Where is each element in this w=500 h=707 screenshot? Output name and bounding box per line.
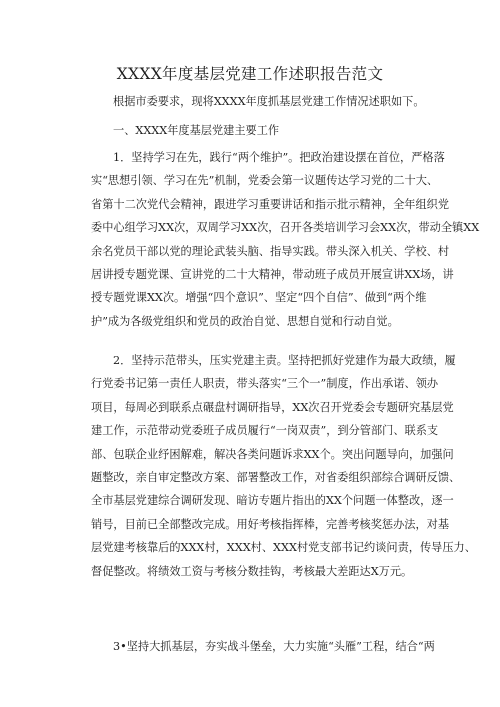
paragraph-line: 部、包联企业纾困解难，解决各类问题诉求XX个。突出问题导向，加强问 <box>91 447 454 461</box>
paragraph-3 <box>91 635 435 658</box>
paragraph-line: 1．坚持学习在先，践行“两个维护”。把政治建设摆在首位，严格落 <box>113 151 445 164</box>
paragraph-line: 护”成为各级党组织和党员的政治自觉、思想自觉和行动自觉。 <box>91 314 399 328</box>
intro-paragraph <box>91 90 425 113</box>
section-heading-text: 一、XXXX年度基层党建主要工作 <box>113 124 280 137</box>
paragraph-line: 题整改，亲自审定整改方案、部署整改工作，对省委组织部综合调研反馈、 <box>91 470 461 484</box>
paragraph-line: 居讲授专题党课、宣讲党的二十大精神，带动班子成员开展宣讲XX场，讲 <box>91 267 454 281</box>
paragraph-2 <box>91 349 476 583</box>
paragraph-line: 销号，目前已全部整改完成。用好考核指挥棒，完善考核奖惩办法，对基 <box>91 517 450 531</box>
paragraph-line: 建工作，示范带动党委班子成员履行“一岗双责”，到分管部门、联系支 <box>91 424 439 438</box>
section-heading <box>91 119 421 142</box>
paragraph-line: 2．坚持示范带头，压实党建主责。坚持把抓好党建作为最大政绩，履 <box>113 354 456 367</box>
paragraph-line: 委中心组学习XX次，双周学习XX次，召开各类培训学习会XX次，带动全镇XX <box>91 221 480 235</box>
paragraph-line: 余名党员干部以党的理论武装头脑、指导实践。带头深入机关、学校、村 <box>91 244 450 258</box>
paragraph-line: 项目，每周必到联系点碾盘村调研指导，XX次召开党委会专题研究基层党 <box>91 400 454 414</box>
paragraph-line: 全市基层党建综合调研发现、暗访专题片指出的XX个问题一体整改，逐一 <box>91 494 454 508</box>
document-title: XXXX年度基层党建工作述职报告范文 <box>116 65 384 83</box>
paragraph-1 <box>91 146 480 333</box>
paragraph-line: 行党委书记第一责任人职责，带头落实“三个一”制度，作出承诺、领办 <box>91 377 439 391</box>
paragraph-line: 实“思想引领、学习在先”机制，党委会第一议题传达学习党的二十大、 <box>91 174 439 188</box>
paragraph-line: 授专题党课XX次。增强“四个意识”、坚定“四个自信”、做到“两个维 <box>91 291 427 305</box>
intro-line: 根据市委要求，现将XXXX年度抓基层党建工作情况述职如下。 <box>113 95 425 108</box>
paragraph-line: 层党建考核靠后的XXX村，XXX村、XXX村党支部书记约谈问责，传导压力、 <box>91 541 476 555</box>
paragraph-line: 3•坚持大抓基层，夯实战斗堡垒，大力实施“头雁”工程，结合“两 <box>113 640 435 653</box>
paragraph-line: 省第十二次党代会精神，跟进学习重要讲话和指示批示精神，全年组织党 <box>91 197 450 211</box>
paragraph-line: 督促整改。将绩效工资与考核分数挂钩，考核最大差距达X万元。 <box>91 564 413 578</box>
